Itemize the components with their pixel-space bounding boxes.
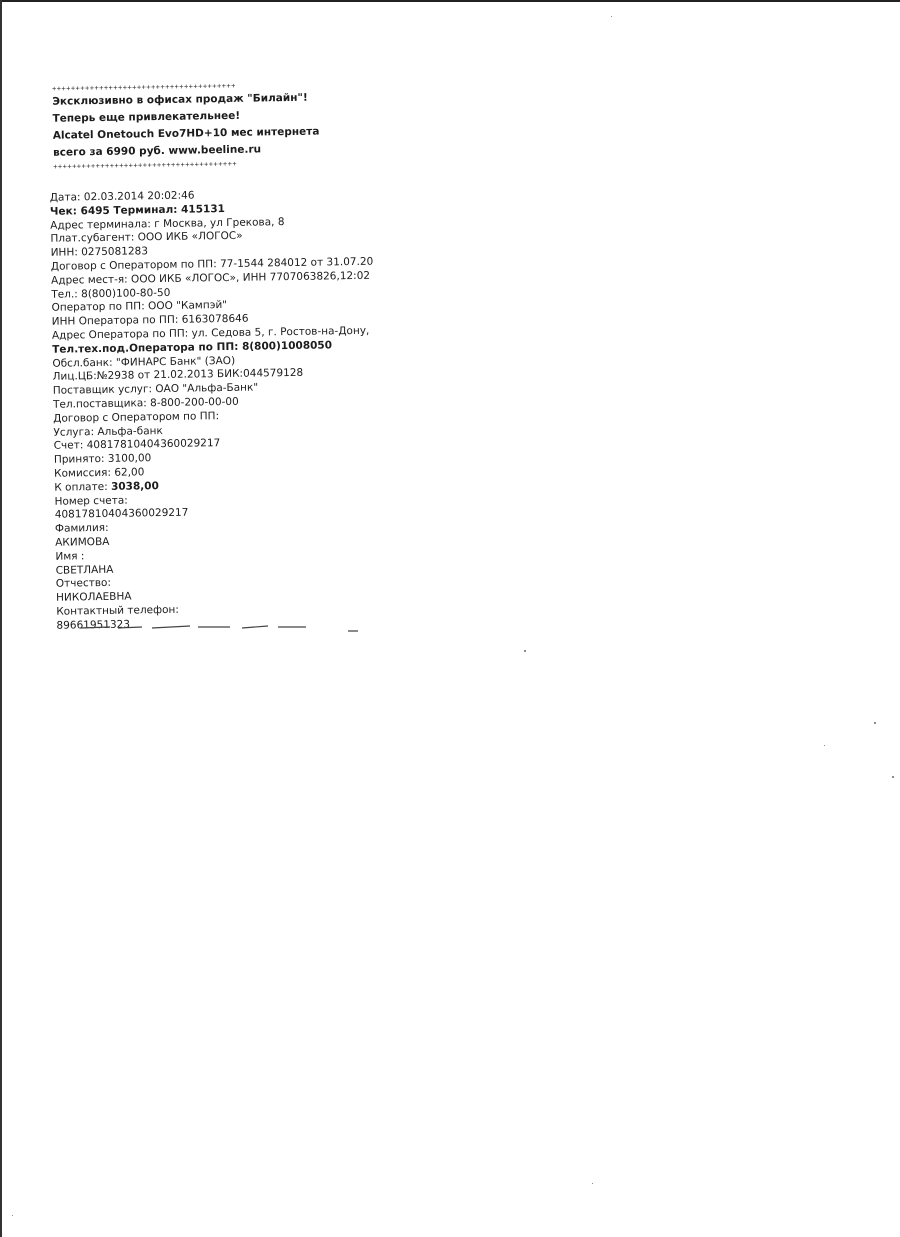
receipt-license: Лиц.ЦБ:№2938 от 21.02.2013 БИК:044579128	[52, 367, 304, 384]
scan-speck	[824, 745, 825, 746]
scan-speck	[611, 16, 612, 17]
account-number-label: Номер счета:	[54, 494, 128, 508]
receipt-operator: Оператор по ПП: ООО "Кампэй"	[51, 299, 228, 315]
contact-phone-value: 89661951323	[56, 618, 131, 632]
receipt-provider-contract: Договор с Оператором по ПП:	[53, 409, 220, 425]
promo-stars-top: +++++++++++++++++++++++++++++++++++++++	[52, 81, 236, 93]
scan-speck	[874, 722, 876, 724]
promo-line-3: Alcatel Onetouch Evo7HD+10 мес интернета	[52, 125, 320, 142]
account-number-value: 40817810404360029217	[54, 506, 189, 522]
promo-line-2: Теперь еще привлекательнее!	[52, 109, 241, 125]
to-pay-value: 3038,00	[110, 479, 159, 493]
surname-label: Фамилия:	[54, 522, 109, 535]
scan-speck	[12, 1215, 13, 1216]
receipt	[34, 79, 383, 634]
receipt-contract: Договор с Оператором по ПП: 77-1544 284012 от 31.07.20	[50, 255, 374, 273]
receipt-operator-inn: ИНН Оператора по ПП: 6163078646	[51, 312, 249, 328]
receipt-accepted: Принято: 3100,00	[53, 452, 152, 466]
name-label: Имя :	[55, 549, 85, 563]
receipt-account: Счет: 40817810404360029217	[53, 437, 221, 453]
receipt-date: Дата: 02.03.2014 20:02:46	[49, 189, 195, 204]
scan-edge-left	[0, 0, 2, 1237]
scan-speck	[524, 650, 526, 652]
receipt-tear-line	[80, 622, 370, 634]
patronymic-label: Отчество:	[55, 577, 112, 591]
receipt-inn: ИНН: 0275081283	[50, 245, 149, 259]
receipt-details	[36, 187, 383, 634]
patronymic-value: НИКОЛАЕВНА	[55, 590, 132, 604]
receipt-support-phone: Тел.тех.под.Оператора по ПП: 8(800)1008050	[52, 339, 333, 356]
receipt-bank: Обсл.банк: "ФИНАРС Банк" (ЗАО)	[52, 354, 236, 370]
promo-line-4: всего за 6990 руб. www.beeline.ru	[52, 143, 262, 159]
receipt-subagent: Плат.субагент: ООО ИКБ «ЛОГОС»	[50, 230, 243, 246]
receipt-provider-phone: Тел.поставщика: 8-800-200-00-00	[52, 395, 239, 411]
receipt-commission: Комиссия: 62,00	[54, 466, 145, 480]
receipt-service: Услуга: Альфа-банк	[53, 424, 163, 439]
receipt-operator-address: Адрес Оператора по ПП: ул. Седова 5, г. Ростов-на-Дону,	[51, 324, 370, 342]
receipt-provider: Поставщик услуг: ОАО "Альфа-Банк"	[52, 381, 259, 397]
promo-line-1: Эксклюзивно в офисах продаж "Билайн"!	[52, 91, 308, 108]
surname-value: АКИМОВА	[55, 535, 110, 549]
scan-speck	[892, 776, 894, 778]
name-value: СВЕТЛАНА	[55, 563, 114, 577]
contact-phone-label: Контактный телефон:	[56, 603, 179, 618]
scan-speck	[592, 1183, 593, 1184]
promo-stars-bottom: +++++++++++++++++++++++++++++++++++++++	[53, 159, 238, 171]
scan-edge-top	[0, 0, 900, 2]
receipt-terminal-address: Адрес терминала: г Москва, ул Грекова, 8	[50, 215, 285, 232]
receipt-place-address: Адрес мест-я: ООО ИКБ «ЛОГОС», ИНН 7707063826,12:02	[50, 269, 371, 287]
to-pay-label: К оплате:	[54, 480, 112, 494]
receipt-check-number: Чек: 6495 Терминал: 415131	[49, 202, 226, 218]
receipt-phone: Тел.: 8(800)100-80-50	[51, 286, 171, 301]
promo-block	[34, 79, 375, 172]
